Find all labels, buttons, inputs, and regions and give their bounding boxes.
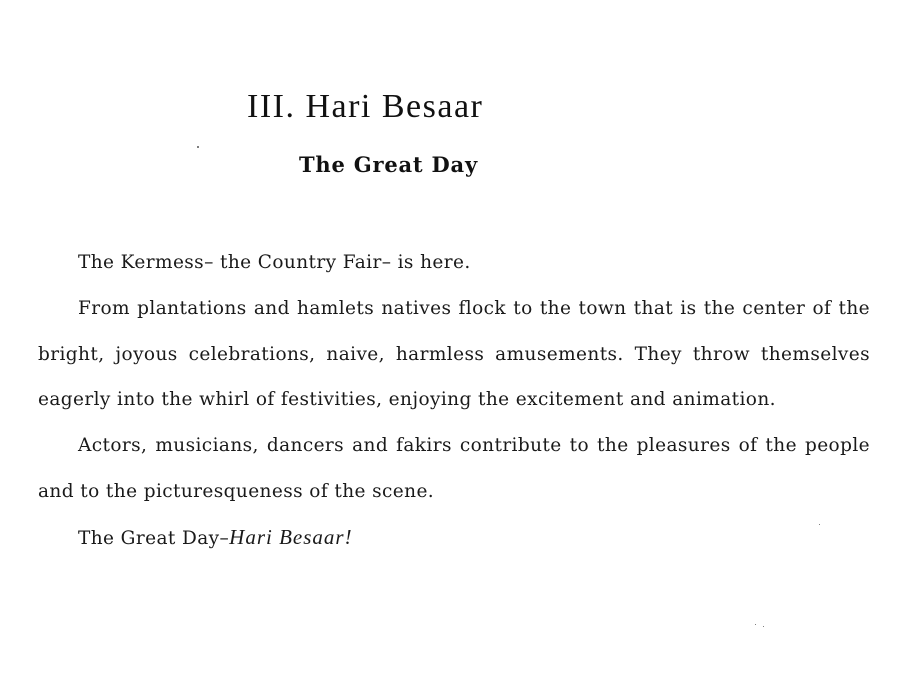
- print-speck: [819, 524, 820, 525]
- paragraph-plantations: From plantations and hamlets natives flock to the town that is the center of the bright, joyous celebrations, naive, harmless amusements. They throw themselves eagerly into the whirl of festivities, enjoying the excitement and animation.: [38, 297, 870, 411]
- chapter-subtitle: The Great Day: [299, 152, 478, 177]
- print-speck: [197, 146, 199, 148]
- paragraph-closing: [38, 515, 870, 562]
- body-text: [38, 240, 870, 562]
- print-speck: [755, 624, 756, 625]
- paragraph-actors: Actors, musicians, dancers and fakirs contribute to the pleasures of the people and to the picturesqueness of the scene.: [38, 435, 870, 502]
- chapter-title: III. Hari Besaar: [247, 88, 484, 125]
- closing-italic-title: Hari Besaar!: [229, 524, 353, 549]
- paragraph-kermess: The Kermess– the Country Fair– is here.: [78, 252, 471, 273]
- closing-prefix: The Great Day–: [78, 527, 230, 549]
- print-speck: [763, 626, 764, 627]
